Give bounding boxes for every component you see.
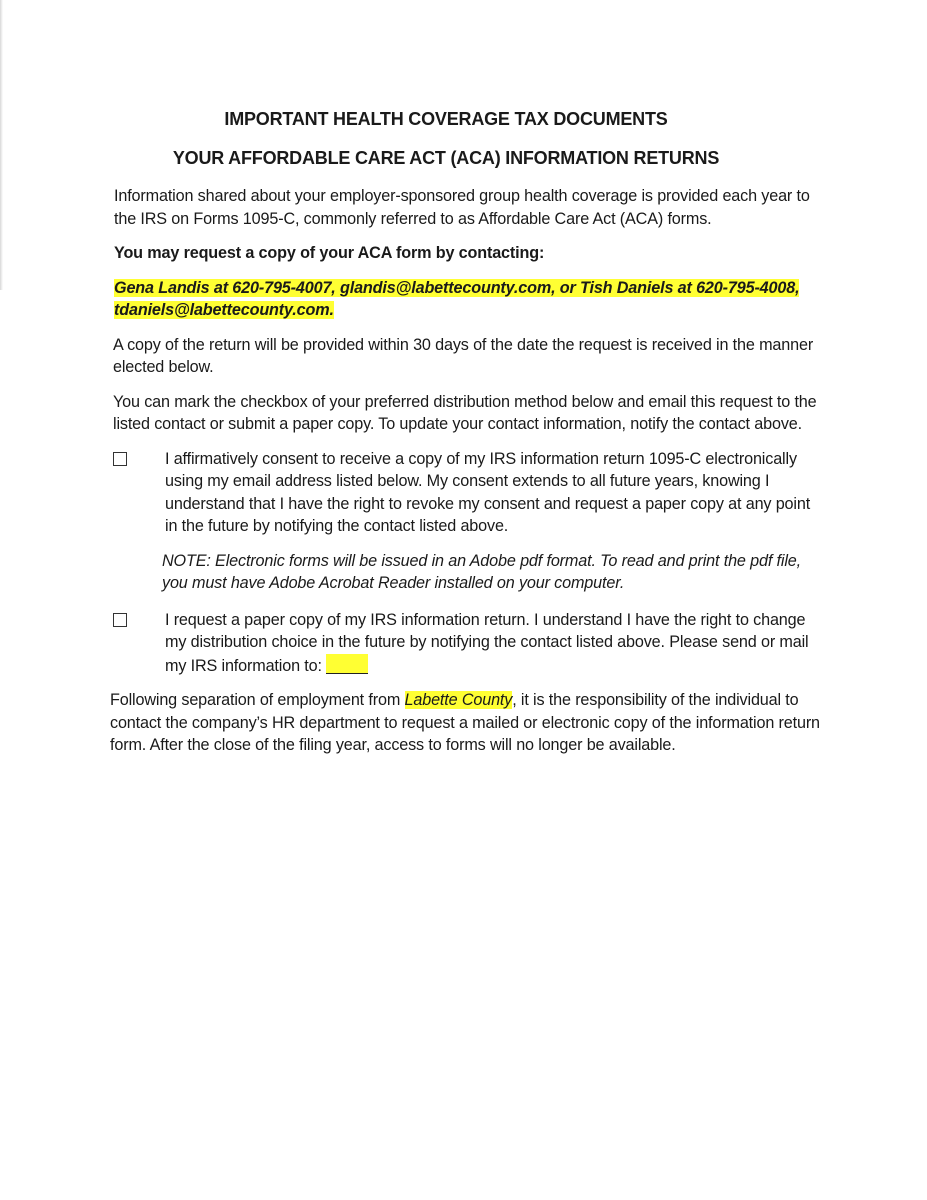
paper-copy-text: I request a paper copy of my IRS information return. I understand I have the right to change my distribution choice in the future by notifying the contact listed above. Please send or mail my IRS information to: <box>165 610 809 675</box>
employer-name: Labette County <box>404 691 513 709</box>
request-heading: You may request a copy of your ACA form by contacting: <box>114 244 545 262</box>
mailing-address-blank[interactable] <box>326 654 368 674</box>
document-title: IMPORTANT HEALTH COVERAGE TAX DOCUMENTS <box>224 109 668 129</box>
separation-paragraph <box>110 689 822 757</box>
intro-paragraph: Information shared about your employer-sponsored group health coverage is provided each year to the IRS on Forms 1095-C, commonly referred to as Affordable Care Act (ACA) forms. <box>114 187 810 228</box>
separation-suffix: , it is the responsibility of the individual to contact the company’s HR department to request a mailed or electronic copy of the information return form. After the close of the filing year, access to forms will no longer be available. <box>110 691 820 754</box>
document-page <box>110 108 822 769</box>
electronic-consent-checkbox[interactable] <box>113 452 127 466</box>
electronic-consent-option <box>110 448 822 538</box>
pdf-note: NOTE: Electronic forms will be issued in an Adobe pdf format. To read and print the pdf file, you must have Adobe Acrobat Reader installed on your computer. <box>162 551 801 592</box>
electronic-consent-text: I affirmatively consent to receive a copy of my IRS information return 1095-C electronically using my email address listed below. My consent extends to all future years, knowing I understand that I have the right to revoke my consent and request a paper copy at any point in the future by notifying the contact listed above. <box>165 449 811 535</box>
paper-copy-checkbox[interactable] <box>113 613 127 627</box>
separation-prefix: Following separation of employment from <box>110 691 405 709</box>
document-subtitle: YOUR AFFORDABLE CARE ACT (ACA) INFORMATION RETURNS <box>172 147 720 168</box>
contacts-highlight: Gena Landis at 620-795-4007, glandis@labettecounty.com, or Tish Daniels at 620-795-4008, tdaniels@labettecounty.com. <box>114 278 800 319</box>
paper-copy-option <box>110 609 822 678</box>
contacts-paragraph <box>114 277 822 322</box>
scan-edge-shadow <box>0 0 3 290</box>
instructions-paragraph: You can mark the checkbox of your preferred distribution method below and email this request to the listed contact or submit a paper copy. To update your contact information, notify the contact above. <box>113 392 817 433</box>
provision-paragraph: A copy of the return will be provided within 30 days of the date the request is received in the manner elected below. <box>113 335 814 376</box>
